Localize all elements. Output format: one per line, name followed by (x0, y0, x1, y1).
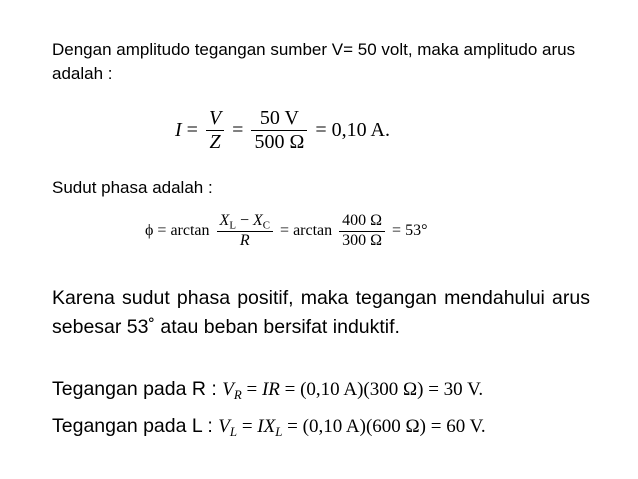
current-result: = 0,10 A. (315, 119, 390, 141)
fraction-values (251, 108, 307, 153)
voltage-l-line (52, 414, 486, 439)
intro-paragraph: Dengan amplitudo tegangan sumber V= 50 volt, maka amplitudo arus adalah : (52, 40, 576, 83)
fraction-values (339, 213, 385, 250)
voltage-r-equation: $V_R$ = IR = (0,10 A)(300 Ω) = 30 V. (222, 379, 484, 402)
equals-sign: = (232, 119, 244, 141)
fraction-numerator: V (208, 107, 222, 129)
fraction-denominator: Z (209, 131, 221, 153)
fraction-numerator: $X_L - X_C$ (219, 212, 271, 232)
equals-sign: = (186, 119, 198, 141)
phase-label: Sudut phasa adalah : (52, 178, 213, 197)
fraction-v-over-z (206, 108, 224, 153)
fraction-numerator: 50 V (259, 107, 299, 129)
current-symbol: I (175, 119, 182, 141)
phase-lhs: ϕ = arctan (145, 222, 210, 240)
phase-result: = 53° (392, 222, 428, 240)
voltage-r-label: Tegangan pada R : (52, 378, 217, 400)
conclusion-paragraph: Karena sudut phasa positif, maka tegangan mendahului arus sebesar 53˚ atau beban bersifat induktif. (52, 287, 590, 338)
phase-equation (145, 213, 427, 250)
fraction-denominator: 500 Ω (254, 131, 305, 153)
fraction-reactance (217, 213, 274, 250)
voltage-r-line (52, 377, 483, 402)
fraction-denominator: 300 Ω (342, 231, 383, 249)
current-equation (175, 108, 390, 153)
phase-mid: = arctan (280, 222, 333, 240)
voltage-l-equation: $V_L = IX_L = (0,10$ A)(600 Ω) = 60 V. (218, 416, 486, 439)
fraction-denominator: R (239, 231, 250, 249)
voltage-l-label: Tegangan pada L : (52, 415, 213, 437)
fraction-numerator: 400 Ω (342, 212, 383, 229)
